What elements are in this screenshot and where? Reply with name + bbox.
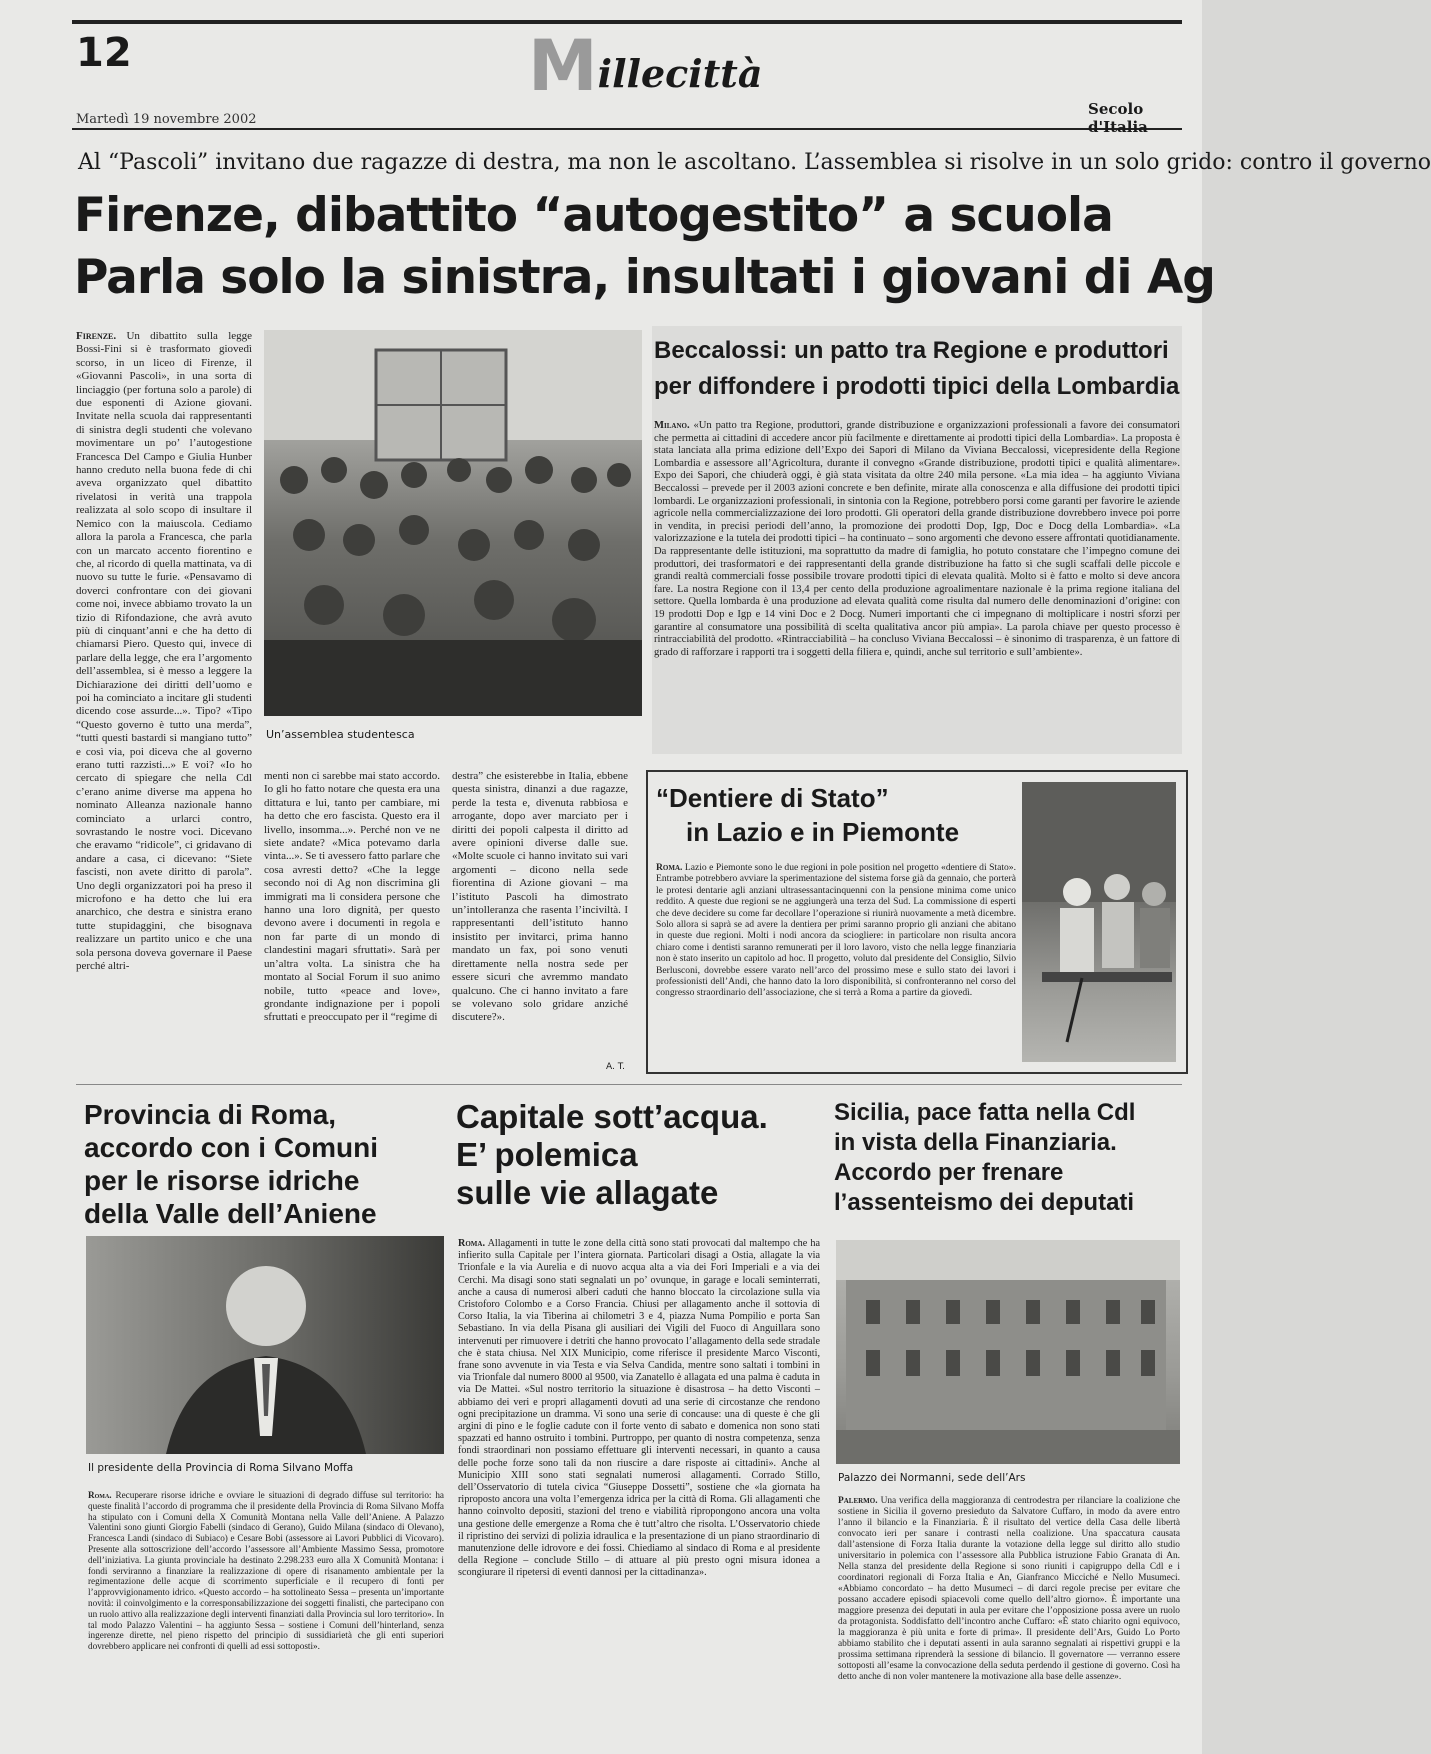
newspaper-name: Secolo d'Italia — [1088, 100, 1148, 136]
top-rule — [72, 20, 1182, 24]
page-number: 12 — [76, 30, 132, 76]
masthead-initial: M — [528, 25, 596, 107]
provincia-body — [88, 1490, 444, 1742]
sicilia-headline — [834, 1098, 1184, 1218]
provincia-photo-caption: Il presidente della Provincia di Roma Silvano Moffa — [88, 1462, 354, 1474]
section-rule — [76, 1084, 1182, 1085]
provincia-headline-line: Provincia di Roma, — [84, 1099, 337, 1130]
capitale-dateloc: Roma. — [458, 1238, 486, 1249]
issue-date: Martedì 19 novembre 2002 — [76, 112, 257, 127]
header-rule — [72, 128, 1182, 130]
capitale-headline-line: E’ polemica — [456, 1136, 638, 1173]
student-assembly-photo — [264, 330, 642, 716]
lead-headline-2: Parla solo la sinistra, insultati i giovani di Ag — [74, 250, 1215, 305]
provincia-dateloc: Roma. — [88, 1490, 112, 1500]
sicilia-text: Una verifica della maggioranza di centrodestra per rilanciare la coalizione che sostiene in Sicilia il governo presieduto da Salvatore Cuffaro, in modo da avere entro l’anno il bilancio e la Finanziaria. È il risultato del vertice della Casa delle libertà convocato ieri per sanare i contrasti nella coalizione. Una spaccatura causata dall’astensione di Forza Italia durante la votazione della legge sul diritto allo studio universitario in polemica con l’assessore alla Pubblica istruzione Fabio Granata di An. Nella stanza del presidente della Regione si sono riuniti i capigruppo della Cdl e i coordinatori regionali di Forza Italia e An, Gianfranco Micciché e Nello Musumeci. «Abbiamo concordato – ha detto Musumeci – di darci regole precise per evitare che possano accadere episodi spiacevoli come quello dell’altro giorno». È importante una maggiore presenza dei deputati in aula per evitare che l’opposizione possa avere un ruolo da protagonista. Soddisfatto dell’incontro anche Cuffaro: «È stato chiarito ogni equivoco, la maggioranza è più unita e forte di prima». Il presidente dell’Ars, Guido Lo Porto abbiamo stabilito che i deputati assenti in aula saranno segnalati ai rispettivi gruppi e la prossima settimana riprenderà la sessione di bilancio. Il governatore — verranno essere sottoposti all’esame la convocazione della seduta perdendo il gestione di governo. Così ha detto anche di non voler mantenere la motivazione alla base delle assenze». — [838, 1496, 1180, 1682]
dentiere-dateloc: Roma. — [656, 862, 683, 873]
dentiere-headline-2: in Lazio e in Piemonte — [686, 817, 960, 847]
sicilia-dateloc: Palermo. — [838, 1496, 878, 1506]
lead-signature: A. T. — [606, 1062, 626, 1072]
beccalossi-body — [654, 420, 1180, 750]
beccalossi-text: «Un patto tra Regione, produttori, grande distribuzione e organizzazioni professionali a favore dei consumatori che permetta ai cittadini di accedere ancor più facilmente e direttamente ai prodotti tipici della Lombardia». La proposta è stata lanciata alla prima edizione dell’Expo dei Sapori di Milano da Viviana Beccalossi, vicepresidente della Regione Lombardia e assessore all’Agricoltura, durante il convegno «Grande distribuzione, prodotti tipici e qualità alimentare». Expo dei Sapori, che chiuderà oggi, è già stata visitata da oltre 240 mila persone. «La mia idea – ha aggiunto Viviana Beccalossi – prevede per il 2003 azioni concrete e ben definite, mirate alla conoscenza e alla diffusione dei prodotti tipici lombardi. Le organizzazioni professionali, in sintonia con la Regione, potrebbero porsi come garanti per favorire le aziende agricole nella commercializzazione dei loro prodotti. Gli operatori della grande distribuzione dovrebbero invece poi porre in vendita, in precisi periodi dell’anno, la promozione dei prodotti Dop, Igp, Doc e Docg della Lombardia». «La valorizzazione e la tutela dei prodotti tipici – ha continuato – sono argomenti che devono essere affrontati quotidianamente. Da rappresentante delle istituzioni, ma soprattutto da madre di famiglia, ho potuto constatare che l’impegno comune dei produttori, dei trasformatori e dei rappresentanti della grande distribuzione ha fatto sì che sugli scaffali delle piccole e grandi realtà commerciali fosse possibile trovare prodotti tipici di elevata qualità. Molto si è fatto e molto si deve ancora fare. La nostra Regione con il 13,4 per cento della produzione agroalimentare nazionale è la prima regione italiana del settore. Quella lombarda è una produzione ad elevata qualità come risulta dal numero delle denominazioni d’origine: con 19 prodotti Dop e Igp e 14 vini Doc e 2 Docg. Numeri importanti che ci impegnano di moltiplicare i nostri sforzi per garantire al consumatore una possibilità di scelta qualitativa ancor più ampia». La parola chiave per questo processo è rintracciabilità del prodotto. «Rintracciabilità – ha concluso Viviana Beccalossi – è sinonimo di trasparenza, è un fattore di grado di rafforzare i rapporti tra i soggetti della filiera e, quindi, anche sul territorio e sull’ambiente». — [654, 420, 1180, 658]
provincia-headline — [84, 1098, 444, 1230]
lead-col1-text: Un dibattito sulla legge Bossi-Fini si è trasformato giovedì scorso, in un liceo di Firenze, il «Giovanni Pascoli», in una sorta di linciaggio (per fortuna solo a parole) di due esponenti di Azione giovani. Invitate nella scuola dai rappresentanti di sinistra degli studenti che volevano movimentare un po’ l’autogestione Francesca Del Campo e Giulia Hunber hanno creduto nella buona fede di chi aveva organizzato quel dibattito rivelatosi in verità una trappola realizzata al solo scopo di insultare il Nemico con la maiuscola. Cediamo allora la parola a Francesca, che parla con un marcato accento fiorentino e che, al ricordo di quella mattinata, va di nuovo su tutte le furie. «Pensavamo di doverci confrontare con dei giovani come noi, invece abbiamo trovato la un tizio di Rifondazione, che avrà avuto più di cinquant’anni e che ha detto di chiamarsi Piero. Questo qui, invece di parlare della legge, che era l’argomento dell’assemblea, si è messo a leggere la Dichiarazione dei diritti dell’uomo e poi ha cominciato a incitare gli studenti dicendo cose assurde...». Tipo? «Tipo “Questo governo è tutto una merda”, “tutti questi bastardi si mangiano tutto” e così via, poi diceva che al governo erano tutti razzisti...» E voi? «Io ho cercato di spiegare che nella Cdl c’erano anime diverse ma appena ho nominato Alleanza nazionale hanno cominciato a urlarci contro, sovrastando le nostre voci. Dicevano che eravamo “ridicole”, ci gridavano di andare a casa, ci dicevano: “Siete fascisti, non avete diritto di parola”. Uno degli organizzatori poi ha preso il microfono e ha detto che lui era anarchico, che destra e sinistra erano tutte stupidaggini, che bisognava realizzare un partito unico e che una sola persona doveva governare il Paese perché altri- — [76, 330, 253, 973]
lead-headline-1: Firenze, dibattito “autogestito” a scuola — [74, 188, 1113, 243]
masthead-title: illecittà — [597, 51, 763, 96]
capitale-headline-line: Capitale sott’acqua. — [456, 1098, 768, 1135]
sicilia-photo-caption: Palazzo dei Normanni, sede dell’Ars — [838, 1472, 1026, 1484]
lead-photo-caption: Un’assemblea studentesca — [266, 728, 415, 741]
dentiere-body — [656, 862, 1016, 1066]
dentiere-headline-1: “Dentiere di Stato” — [656, 783, 889, 813]
lead-column-3: destra” che esisterebbe in Italia, ebbene questa sinistra, dinanzi a due ragazze, perde la testa e, divenuta rabbiosa e arrogante, dopo aver marciato per i diritti dei popoli calpesta il diritto ad avere opinioni diverse dalle sue. «Molte scuole ci hanno invitato sui vari argomenti – dicono nella sede fiorentina di Azione giovani – ma l’istituto Pascoli ha dimostrato un’intolleranza che rasenta l’inciviltà. I rappresentanti dell’istituto hanno insistito per invitarci, prima hanno mandato un fax, poi sono venuti direttamente nella nostra sede per essere sicuri che avremmo mandato qualcuno. Che ci hanno invitato a fare se volevano solo gridare anziché discutere?». — [452, 770, 628, 1024]
lead-column-2: menti non ci sarebbe mai stato accordo. Io gli ho fatto notare che questa era una dittatura e lui, tanto per cambiare, mi ha detto che ero fascista. Questo era il livello, insomma...». Perché non ve ne siete andate? «Mica potevamo darla vinta...». Se ti avessero fatto parlare che cosa avresti detto? «Che la legge secondo noi di Ag non discrimina gli immigrati ma li considera persone che hanno una loro dignità, per questo devono avere i documenti in regola e non far parte di un mondo di clandestini magari sfruttati». Sarà per un’altra volta. La sinistra che ha montato al Social Forum il suo animo nobile, tutto «peace and love», grondante indignazione per i popoli sfruttati e preoccupato per il “regime di — [264, 770, 440, 1024]
capitale-headline — [456, 1098, 826, 1212]
moffa-portrait-photo — [86, 1236, 444, 1454]
beccalossi-dateloc: Milano. — [654, 420, 690, 431]
sicilia-body — [838, 1496, 1180, 1742]
sicilia-headline-line: Accordo per frenare — [834, 1159, 1064, 1186]
capitale-body — [458, 1238, 820, 1742]
capitale-headline-line: sulle vie allagate — [456, 1174, 719, 1211]
provincia-headline-line: accordo con i Comuni — [84, 1132, 379, 1163]
palazzo-normanni-photo — [836, 1240, 1180, 1464]
lead-column-1 — [76, 330, 252, 1058]
provincia-headline-line: per le risorse idriche — [84, 1165, 360, 1196]
capitale-text: Allagamenti in tutte le zone della città sono stati provocati dal maltempo che ha infierito sulla Capitale per l’intera giornata. Particolari disagi a Ostia, allagate la via Trionfale e la via Aurelia e di nuovo acqua alta a via dei Fori Imperiali e a via dei Cerchi. Ma disagi sono stati segnalati un po’ ovunque, in garage e locali seminterrati, anche a causa di numerosi alberi caduti che hanno bloccato la circolazione sulla via Cristoforo Colombo e a Corso Francia. Chiusi per allagamento anche il sottovia di Corso Italia, la via Tiberina ai chilometri 3 e 4, piazza Numa Pompilio e porta San Sebastiano. In via della Pisana gli ausiliari dei Vigili del Fuoco di Anguillara sono intervenuti per rimuovere i detriti che hanno provocato l’allagamento della sede stradale che è stata chiusa. Nel XIX Municipio, come riferisce il presidente Marco Visconti, frane sono avvenute in via Testa e via Selva Candida, mentre sono saltati i tombini in via Trionfale dal numero 8000 al 9500, via Zanatello è allagata ed una palma è caduta in via De Mattei. «Sul nostro territorio la situazione è disastrosa – ha detto Visconti – abbiamo dei veri e propri allagamenti dovuti ad una serie di circostanze che rendono ogni precipitazione un dramma. Vi sono una serie di concause: una di queste è che gli argini di pino e le foglie cadute con il forte vento di sabato e domenica non sono stati spazzati ed hanno ostruito i tombini. Purtroppo, per quanto di nostra competenza, senza fondi straordinari non possiamo effettuare gli interventi necessari, in quanto a causa delle poche forze sono tali da non riuscire a dare risposte ai cittadini». Anche al Municipio XIII sono stati segnalati numerosi allagamenti. Corrado Stillo, dell’Osservatorio di tutela civica “Giuseppe Dossetti”, sostiene che «la giornata ha riproposto ancora una volta l’emergenza idrica per la città di Roma. Gli allagamenti che hanno coinvolto depositi, stazioni del treno e viabilità ripropongono ancora una volta una gestione delle emergenze a Roma che è tutt’altro che risolta. L’Osservatorio chiede il ripristino dei servizi di polizia idraulica e la presentazione di un piano straordinario di manutenzione delle idrovore e dei fossi. Chiediamo al sindaco di Roma e al presidente della Regione – conclude Stillo – di attuare al più presto ogni misura idonea a scongiurare il ripetersi di eventi dannosi per la cittadinanza». — [458, 1238, 821, 1579]
lead-kicker: Al “Pascoli” invitano due ragazze di destra, ma non le ascoltano. L’assemblea si risolve in un solo grido: contro il governo — [78, 150, 1431, 175]
elderly-men-photo — [1022, 782, 1176, 1062]
dentiere-text: Lazio e Piemonte sono le due regioni in pole position nel progetto «dentiere di Stato». Entrambe potrebbero avviare la sperimentazione del sistema forse già da gennaio, che porterà le protesi dentarie agli anziani ultrasessantacinquenni con la pensione minima come unico reddito. A queste due regioni se ne aggiungerà una terza del Sud. La commissione di esperti che deve decidere su come far decollare l’operazione si riunirà nuovamente a metà dicembre. Solo allora si saprà se ad avere la dentiera per primi saranno proprio gli anziani che abitano in queste due regioni. Molti i nodi ancora da sciogliere: in particolare non risulta ancora chiaro come i dentisti saranno remunerati per il loro lavoro, visto che nella legge finanziaria non è stato inserito un capitolo ad hoc. Il progetto, voluto dal presidente del Consiglio, Silvio Berlusconi, dovrebbe essere varato nell’arco del prossimo mese e sullo stato dei lavori i professionisti dell’Andi, che hanno dato la loro disponibilità, si confronteranno nel corso del congresso straordinario dell’associazione, che si terrà a Roma a partire da giovedì. — [656, 862, 1016, 999]
sicilia-headline-line: Sicilia, pace fatta nella Cdl — [834, 1099, 1136, 1126]
provincia-headline-line: della Valle dell’Aniene — [84, 1198, 377, 1229]
provincia-text: Recuperare risorse idriche e ovviare le situazioni di degrado diffuse sul territorio: ha queste finalità l’accordo di programma che il presidente della Provincia di Roma Silvano Moffa ha stipulato con i Comuni della X Comunità Montana nella Valle dell’Aniene. A Palazzo Valentini sono giunti Giorgio Fabelli (sindaco di Gerano), Guido Milana (sindaco di Olevano), Francesca Landi (sindaco di Subiaco) e Cesare Bobi (assessore ai Lavori Pubblici di Vicovaro). Presente alla sottoscrizione dell’accordo l’assessore all’Ambiente Massimo Sessa, promotore dell’iniziativa. La giunta provinciale ha destinato 2.298.233 euro alla X Comunità Montana: i fondi serviranno a finanziare la realizzazione di opere di risanamento ambientale per la regimentazione delle acque di scorrimento superficiale e il recupero di fonti per l’approvvigionamento idrico. «Questo accordo – ha sottolineato Sessa – presenta un’importante novità: il coinvolgimento e la corresponsabilizzazione dei soggetti finalisti, che partecipano con un ruolo attivo alla realizzazione degli interventi finanziati dalla Provincia sul loro territorio». In tal modo Palazzo Valentini – ha aggiunto Sessa – sostiene i Comuni dell’hinterland, senza ingerenze dirette, nel pieno rispetto del principio di sussidiarietà che gli enti superiori dovrebbero applicare nei confronti di quelli ad essi sottoposti». — [88, 1490, 444, 1652]
beccalossi-headline-2: per diffondere i prodotti tipici della Lombardia — [654, 373, 1180, 400]
lead-dateloc: Firenze. — [76, 330, 117, 342]
sicilia-headline-line: in vista della Finanziaria. — [834, 1129, 1117, 1156]
sicilia-headline-line: l’assenteismo dei deputati — [834, 1189, 1135, 1216]
masthead — [528, 25, 763, 107]
beccalossi-headline-1: Beccalossi: un patto tra Regione e produttori — [654, 337, 1169, 364]
